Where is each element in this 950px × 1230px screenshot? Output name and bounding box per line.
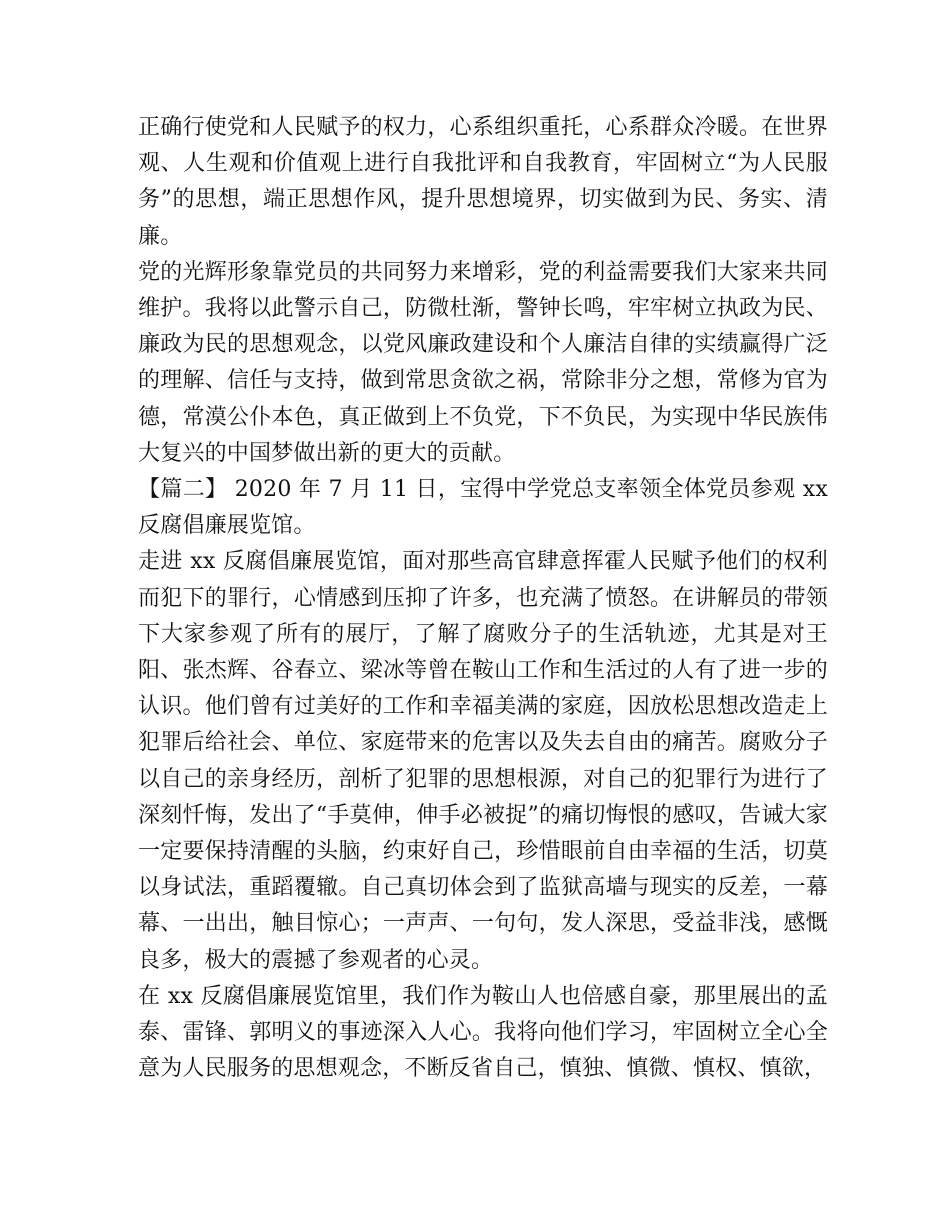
- document-body: [138, 110, 828, 1087]
- paragraph-3: 【篇二】 2020 年 7 月 11 日，宝得中学党总支率领全体党员参观 xx 反腐倡廉展览馆。: [138, 477, 828, 539]
- paragraph-5: 在 xx 反腐倡廉展览馆里，我们作为鞍山人也倍感自豪，那里展出的孟泰、雷锋、郭明义的事迹深入人心。我将向他们学习，牢固树立全心全意为人民服务的思想观念，不断反省自己，慎独、慎微、慎权、慎欲，: [138, 983, 828, 1082]
- paragraph-2: 党的光辉形象靠党员的共同努力来增彩，党的利益需要我们大家来共同维护。我将以此警示自己，防微杜渐，警钟长鸣，牢牢树立执政为民、廉政为民的思想观念，以党风廉政建设和个人廉洁自律的实绩赢得广泛的理解、信任与支持，做到常思贪欲之祸，常除非分之想，常修为官为德，常漠公仆本色，真正做到上不负党，下不负民，为实现中华民族伟大复兴的中国梦做出新的更大的贡献。: [138, 259, 828, 466]
- paragraph-1: 正确行使党和人民赋予的权力，心系组织重托，心系群众冷暖。在世界观、人生观和价值观上进行自我批评和自我教育，牢固树立“为人民服务”的思想，端正思想作风，提升思想境界，切实做到为民、务实、清廉。: [138, 115, 828, 249]
- paragraph-4: 走进 xx 反腐倡廉展览馆，面对那些高官肆意挥霍人民赋予他们的权利而犯下的罪行，心情感到压抑了许多，也充满了愤怒。在讲解员的带领下大家参观了所有的展厅，了解了腐败分子的生活轨迹，尤其是对王阳、张杰辉、谷春立、梁冰等曾在鞍山工作和生活过的人有了进一步的认识。他们曾有过美好的工作和幸福美满的家庭，因放松思想改造走上犯罪后给社会、单位、家庭带来的危害以及失去自由的痛苦。腐败分子以自己的亲身经历，剖析了犯罪的思想根源，对自己的犯罪行为进行了深刻忏悔，发出了“手莫伸，伸手必被捉”的痛切悔恨的感叹，告诫大家一定要保持清醒的头脑，约束好自己，珍惜眼前自由幸福的生活，切莫以身试法，重蹈覆辙。自己真切体会到了监狱高墙与现实的反差，一幕幕、一出出，触目惊心；一声声、一句句，发人深思，受益非浅，感慨良多，极大的震撼了参观者的心灵。: [138, 549, 828, 973]
